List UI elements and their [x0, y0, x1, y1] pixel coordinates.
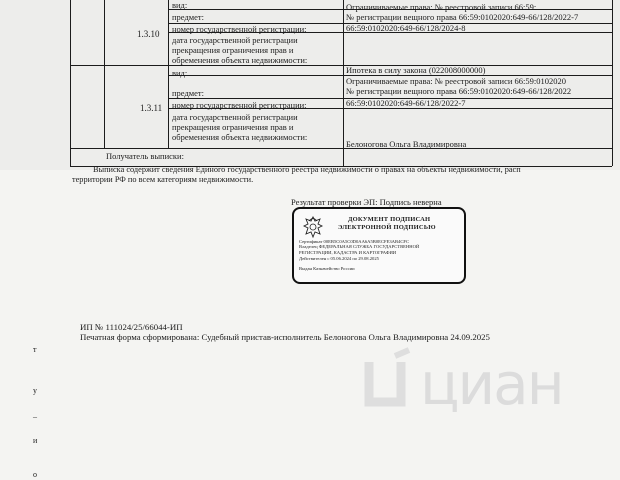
stamp-owner-line2: РЕГИСТРАЦИИ, КАДАСТРА И КАРТОГРАФИИ [299, 250, 397, 255]
row-line [70, 65, 612, 66]
table-border-left [70, 0, 71, 166]
row-number-1-3-11: 1.3.11 [140, 103, 163, 113]
recipient-label: Получатель выписки: [106, 151, 184, 161]
date-label-line2: прекращения ограничения прав и [172, 45, 294, 55]
row-line [70, 148, 612, 149]
vid-label: вид: [172, 68, 188, 78]
row-number-1-3-10: 1.3.10 [137, 29, 160, 39]
predmet-value-line1: Ограничиваемые права: № реестровой записи 66:59:0102020 [346, 76, 566, 86]
margin-mark: т [33, 345, 37, 354]
note-line2: территории РФ по всем категориям недвижимости. [72, 175, 254, 184]
margin-mark: – [33, 412, 37, 421]
date-label-line2: прекращения ограничения прав и [172, 122, 294, 132]
predmet-value-line2: № регистрации вещного права 66:59:0102020:649-66/128/2022-7 [346, 12, 579, 22]
stamp-issuer: Выдан Казначейство России [299, 266, 355, 271]
margin-mark: и [33, 436, 38, 445]
ip-number: ИП № 111024/25/66044-ИП [80, 322, 183, 332]
stamp-title-line2: ЭЛЕКТРОННОЙ ПОДПИСЬЮ [338, 224, 436, 231]
reg-number-value: 66:59:0102020:649-66/128/2024-8 [346, 23, 466, 33]
note-line1: Выписка содержит сведения Единого государственного реестра недвижимости о правах на объекты недвижимости, расп [93, 165, 521, 174]
stamp-owner-line1: Владелец ФЕДЕРАЛЬНАЯ СЛУЖБА ГОСУДАРСТВЕННОЙ [299, 244, 420, 249]
reg-number-label: номер государственной регистрации: [172, 24, 307, 34]
vid-value: Ипотека в силу закона (022008000000) [346, 65, 486, 75]
table-border-valuecol-left [343, 0, 344, 166]
predmet-label: предмет: [172, 12, 205, 22]
stamp-certificate: Сертификат 00EB5C0A5C0D0AA6A5B0ECFE3AB4CFC [299, 239, 410, 244]
date-label-line1: дата государственной регистрации [172, 35, 298, 45]
stamp-title-line1: ДОКУМЕНТ ПОДПИСАН [348, 216, 431, 223]
table-border-numcol [104, 0, 105, 148]
margin-mark: о [33, 470, 37, 479]
coat-of-arms-icon [302, 215, 324, 239]
top-vid-label: вид: [172, 0, 188, 10]
electronic-signature-stamp [292, 207, 466, 284]
margin-mark: у [33, 386, 37, 395]
recipient-value: Белоногова Ольга Владимировна [346, 139, 467, 149]
predmet-label: предмет: [172, 88, 205, 98]
predmet-value-line1: Ограничиваемые права: № реестровой записи 66:59: [346, 2, 537, 12]
signature-check-result: Результат проверки ЭП: Подпись неверна [291, 197, 442, 207]
reg-number-label: номер государственной регистрации: [172, 100, 307, 110]
predmet-value-line2: № регистрации вещного права 66:59:0102020:649-66/128/2022 [346, 86, 572, 96]
date-label-line3: обременения объекта недвижимости: [172, 55, 308, 65]
date-label-line1: дата государственной регистрации [172, 112, 298, 122]
reg-number-value: 66:59:0102020:649-66/128/2022-7 [346, 98, 466, 108]
table-border-right [612, 0, 613, 166]
watermark-text: циан [420, 350, 563, 418]
watermark-logo-icon [355, 346, 421, 416]
print-form-line: Печатная форма сформирована: Судебный пристав-исполнитель Белоногова Ольга Владимировна 24.09.2025 [80, 332, 490, 342]
date-label-line3: обременения объекта недвижимости: [172, 132, 308, 142]
stamp-valid: Действителен с 05.06.2024 по 29.08.2025 [299, 256, 379, 261]
